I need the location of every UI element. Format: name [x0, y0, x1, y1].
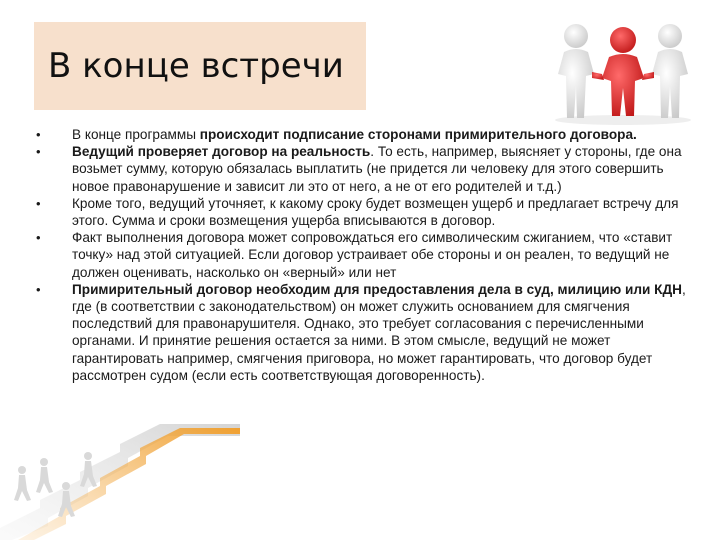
- slide-title: В конце встречи: [48, 46, 344, 86]
- white-figure-right: [652, 24, 688, 118]
- red-figure-center: [592, 27, 654, 116]
- bullet-item: [34, 229, 688, 281]
- white-figure-left: [558, 24, 594, 118]
- bullet-dot: •: [36, 281, 41, 297]
- bullet-dot: •: [36, 127, 41, 142]
- bullet-item: [34, 143, 688, 195]
- people-figures-illustration: [548, 14, 698, 126]
- bullet-item: [34, 281, 688, 384]
- title-box: [34, 22, 366, 110]
- bullet-item: [34, 195, 688, 229]
- stairs-runners-illustration: [0, 400, 240, 540]
- bullet-dot: •: [36, 230, 41, 246]
- bullet-text: Примирительный договор необходим для предоставления дела в суд, милицию или КДН, где (в соответствии с законодательством) он может служить основанием для смягчения последствий для правонарушителя. Однако, это требует согласования с перечисленными органами. И принятие решения остается за ними. В этом смысле, ведущий не может гарантировать например, смягчения приговора, но может гарантировать, что договор будет рассмотрен судом (если есть соответствующая договоренность).: [72, 281, 686, 383]
- bullet-text: Кроме того, ведущий уточняет, к какому сроку будет возмещен ущерб и предлагает встречу для этого. Сумма и сроки возмещения ущерба вписываются в договор.: [72, 195, 679, 229]
- bullet-dot: •: [36, 144, 41, 160]
- bullet-item: [34, 126, 688, 143]
- bullet-dot: •: [36, 195, 41, 211]
- bullet-text: В конце программы происходит подписание сторонами примирительного договора.: [72, 127, 637, 142]
- bullet-list: [34, 126, 688, 384]
- bullet-text: Факт выполнения договора может сопровождаться его символическим сжиганием, что «ставит точку» над этой ситуацией. Если договор устраивает обе стороны и он реален, то ведущий не должен оценивать, насколько он «верный» или нет: [72, 230, 673, 280]
- bullet-text: Ведущий проверяет договор на реальность. То есть, например, выясняет у стороны, где она возьмет сумму, которую обязалась выплатить (не придется ли человеку для этого совершить новое правонарушение и зависит ли это от него, а не от его родителей и т.д.): [72, 144, 682, 194]
